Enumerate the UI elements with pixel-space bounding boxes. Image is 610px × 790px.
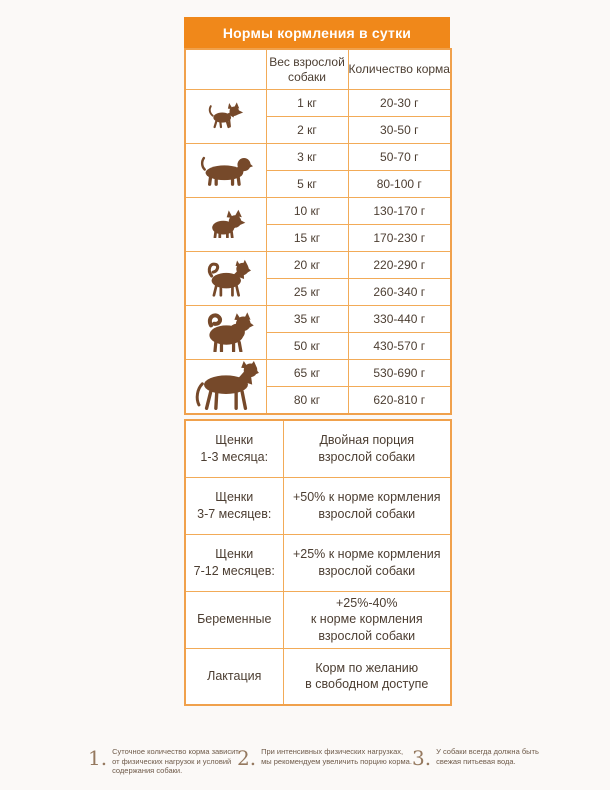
footnote-number: 2. [237, 746, 257, 770]
footnote-text: У собаки всегда должна быть свежая питьевая вода. [436, 747, 539, 766]
amount-cell: 260-340 г [348, 279, 451, 306]
empty-header-cell [185, 49, 266, 90]
table-row [185, 198, 451, 225]
icon-cell [185, 198, 266, 252]
table-row [185, 591, 451, 648]
amount-cell: 330-440 г [348, 306, 451, 333]
category-value: +25% к норме кормления взрослой собаки [283, 534, 451, 591]
category-label: Беременные [185, 591, 283, 648]
amount-cell: 430-570 г [348, 333, 451, 360]
weight-cell: 10 кг [266, 198, 348, 225]
dog-toy-icon [207, 101, 245, 129]
icon-cell [185, 144, 266, 198]
weight-column-header: Вес взрослой собаки [266, 49, 348, 90]
amount-cell: 30-50 г [348, 117, 451, 144]
table-row [185, 477, 451, 534]
table-row [185, 534, 451, 591]
amount-cell: 620-810 г [348, 387, 451, 415]
category-value: +50% к норме кормления взрослой собаки [283, 477, 451, 534]
footnote-1 [88, 746, 239, 776]
weight-cell: 3 кг [266, 144, 348, 171]
special-cases-table [184, 419, 452, 706]
amount-cell: 170-230 г [348, 225, 451, 252]
amount-cell: 20-30 г [348, 90, 451, 117]
footnote-number: 3. [412, 746, 432, 770]
footnote-number: 1. [88, 746, 108, 770]
feeding-table-block [184, 17, 450, 415]
icon-cell [185, 90, 266, 144]
dog-medium-icon [200, 258, 251, 297]
dog-spitz-icon [197, 310, 254, 352]
weight-cell: 1 кг [266, 90, 348, 117]
amount-cell: 80-100 г [348, 171, 451, 198]
table-row [185, 252, 451, 279]
weight-cell: 5 кг [266, 171, 348, 198]
dog-bulldog-icon [206, 209, 246, 238]
weight-cell: 80 кг [266, 387, 348, 415]
table-row [185, 360, 451, 387]
amount-column-header: Количество корма [348, 49, 451, 90]
weight-cell: 15 кг [266, 225, 348, 252]
dog-large-icon [193, 361, 259, 410]
icon-cell [185, 252, 266, 306]
table-row [185, 306, 451, 333]
category-label: Щенки 1-3 месяца: [185, 420, 283, 477]
weight-cell: 65 кг [266, 360, 348, 387]
table-header-row [185, 49, 451, 90]
icon-cell [185, 306, 266, 360]
table-row [185, 648, 451, 705]
category-label: Лактация [185, 648, 283, 705]
amount-cell: 530-690 г [348, 360, 451, 387]
weight-cell: 2 кг [266, 117, 348, 144]
dog-dachshund-icon [199, 153, 253, 186]
table-row [185, 144, 451, 171]
weight-cell: 50 кг [266, 333, 348, 360]
footnote-text: Суточное количество корма зависит от физических нагрузок и условий содержания собаки. [112, 747, 239, 775]
icon-cell [185, 360, 266, 415]
feeding-table [184, 48, 452, 415]
category-value: +25%-40% к норме кормления взрослой собаки [283, 591, 451, 648]
category-label: Щенки 3-7 месяцев: [185, 477, 283, 534]
footnote-3 [412, 747, 537, 768]
footnote-text: При интенсивных физических нагрузках, мы рекомендуем увеличить порцию корма. [261, 747, 412, 766]
amount-cell: 130-170 г [348, 198, 451, 225]
category-value: Двойная порция взрослой собаки [283, 420, 451, 477]
table-row [185, 420, 451, 477]
footnote-2 [237, 746, 412, 770]
category-value: Корм по желанию в свободном доступе [283, 648, 451, 705]
weight-cell: 25 кг [266, 279, 348, 306]
category-label: Щенки 7-12 месяцев: [185, 534, 283, 591]
weight-cell: 35 кг [266, 306, 348, 333]
table-row [185, 90, 451, 117]
amount-cell: 220-290 г [348, 252, 451, 279]
special-cases-block [184, 419, 450, 706]
chart-title: Нормы кормления в сутки [184, 17, 450, 48]
weight-cell: 20 кг [266, 252, 348, 279]
amount-cell: 50-70 г [348, 144, 451, 171]
